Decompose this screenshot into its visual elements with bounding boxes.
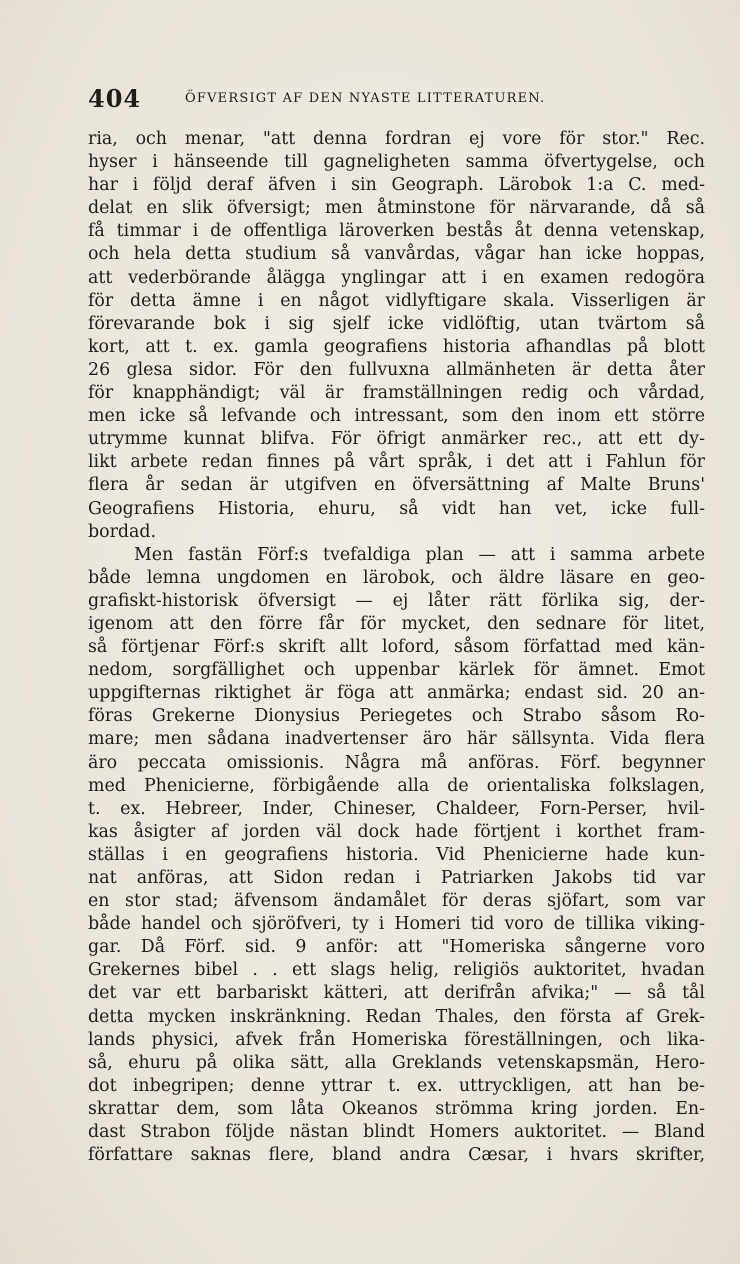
text-line: så, ehuru på olika sätt, alla Greklands vetenskapsmän, Hero- (88, 1052, 705, 1073)
text-line: uppgifternas riktighet är föga att anmärka; endast sid. 20 an- (88, 683, 705, 704)
text-line: både lemna ungdomen en lärobok, och äldre läsare en geo- (88, 567, 705, 588)
text-line: hyser i hänseende till gagneligheten samma öfvertygelse, och (88, 152, 705, 173)
text-line: likt arbete redan finnes på vårt språk, i det att i Fahlun för (88, 452, 705, 473)
text-line: en stor stad; äfvensom ändamålet för deras sjöfart, som var (88, 891, 705, 912)
text-line: nedom, sorgfällighet och uppenbar kärlek för ämnet. Emot (88, 660, 705, 681)
text-line: kort, att t. ex. gamla geografiens historia afhandlas på blott (88, 336, 705, 357)
text-line: dot inbegripen; denne yttrar t. ex. uttryckligen, att han be- (88, 1075, 705, 1096)
text-line: Grekernes bibel . . ett slags helig, religiös auktoritet, hvadan (88, 960, 705, 981)
body-text (88, 128, 705, 1167)
text-line: ställas i en geografiens historia. Vid Phenicierne hade kun- (88, 844, 705, 865)
text-line: så förtjenar Förf:s skrift allt loford, såsom författad med kän- (88, 637, 705, 658)
text-line: grafiskt-historisk öfversigt — ej låter rätt förlika sig, der- (88, 590, 705, 611)
text-line: har i följd deraf äfven i sin Geograph. Lärobok 1:a C. med- (88, 175, 705, 196)
text-line: Men fastän Förf:s tvefaldiga plan — att i samma arbete (134, 544, 705, 565)
text-line: bordad. (88, 521, 157, 542)
text-line: men icke så lefvande och intressant, som den inom ett större (88, 406, 705, 427)
text-line: för knapphändigt; väl är framställningen redig och vårdad, (88, 383, 705, 404)
running-title: ÖFVERSIGT AF DEN NYASTE LITTERATUREN. (185, 91, 546, 106)
page-header (88, 84, 708, 118)
text-line: lands physici, afvek från Homeriska föreställningen, och lika- (88, 1029, 705, 1050)
text-line: både handel och sjöröfveri, ty i Homeri tid voro de tillika viking- (88, 914, 705, 935)
text-line: för detta ämne i en något vidlyftigare skala. Visserligen är (88, 290, 705, 311)
text-line: kas åsigter af jorden väl dock hade förtjent i korthet fram- (88, 821, 705, 842)
text-line: gar. Då Förf. sid. 9 anför: att "Homeriska sångerne voro (88, 937, 705, 958)
text-line: detta mycken inskränkning. Redan Thales, den första af Grek- (88, 1006, 705, 1027)
text-line: och hela detta studium så vanvårdas, vågar han icke hoppas, (88, 244, 705, 265)
text-line: få timmar i de offentliga läroverken bestås åt denna vetenskap, (88, 221, 705, 242)
text-line: 26 glesa sidor. För den fullvuxna allmänheten är detta åter (88, 359, 705, 380)
text-line: det var ett barbariskt kätteri, att derifrån afvika;" — så tål (88, 983, 705, 1004)
text-line: utrymme kunnat blifva. För öfrigt anmärker rec., att ett dy- (88, 429, 705, 450)
text-line: mare; men sådana inadvertenser äro här sällsynta. Vida flera (88, 729, 705, 750)
text-line: att vederbörande ålägga ynglingar att i en examen redogöra (88, 267, 705, 288)
text-line: delat en slik öfversigt; men åtminstone för närvarande, då så (88, 198, 705, 219)
text-line: flera år sedan är utgifven en öfversättning af Malte Bruns' (88, 475, 705, 496)
text-line: förevarande bok i sig sjelf icke vidlöftig, utan tvärtom så (88, 313, 705, 334)
text-line: äro peccata omissionis. Några må anföras. Förf. begynner (88, 752, 705, 773)
text-line: författare saknas flere, bland andra Cæsar, i hvars skrifter, (88, 1145, 705, 1166)
text-line: ria, och menar, "att denna fordran ej vore för stor." Rec. (88, 129, 705, 149)
text-line: skrattar dem, som låta Okeanos strömma kring jorden. En- (88, 1098, 705, 1119)
paragraph (88, 544, 705, 1168)
paragraph (88, 128, 705, 544)
text-line: nat anföras, att Sidon redan i Patriarken Jakobs tid var (88, 868, 705, 888)
text-line: dast Strabon följde nästan blindt Homers auktoritet. — Bland (88, 1122, 705, 1143)
text-line: Geografiens Historia, ehuru, så vidt han vet, icke full- (88, 498, 705, 519)
page-number: 404 (88, 84, 142, 113)
text-line: igenom att den förre får för mycket, den sednare för litet, (88, 613, 705, 634)
text-line: med Phenicierne, förbigående alla de orientaliska folkslagen, (88, 775, 705, 796)
text-line: t. ex. Hebreer, Inder, Chineser, Chaldeer, Forn-Perser, hvil- (88, 798, 705, 819)
text-line: föras Grekerne Dionysius Periegetes och Strabo såsom Ro- (88, 706, 705, 727)
